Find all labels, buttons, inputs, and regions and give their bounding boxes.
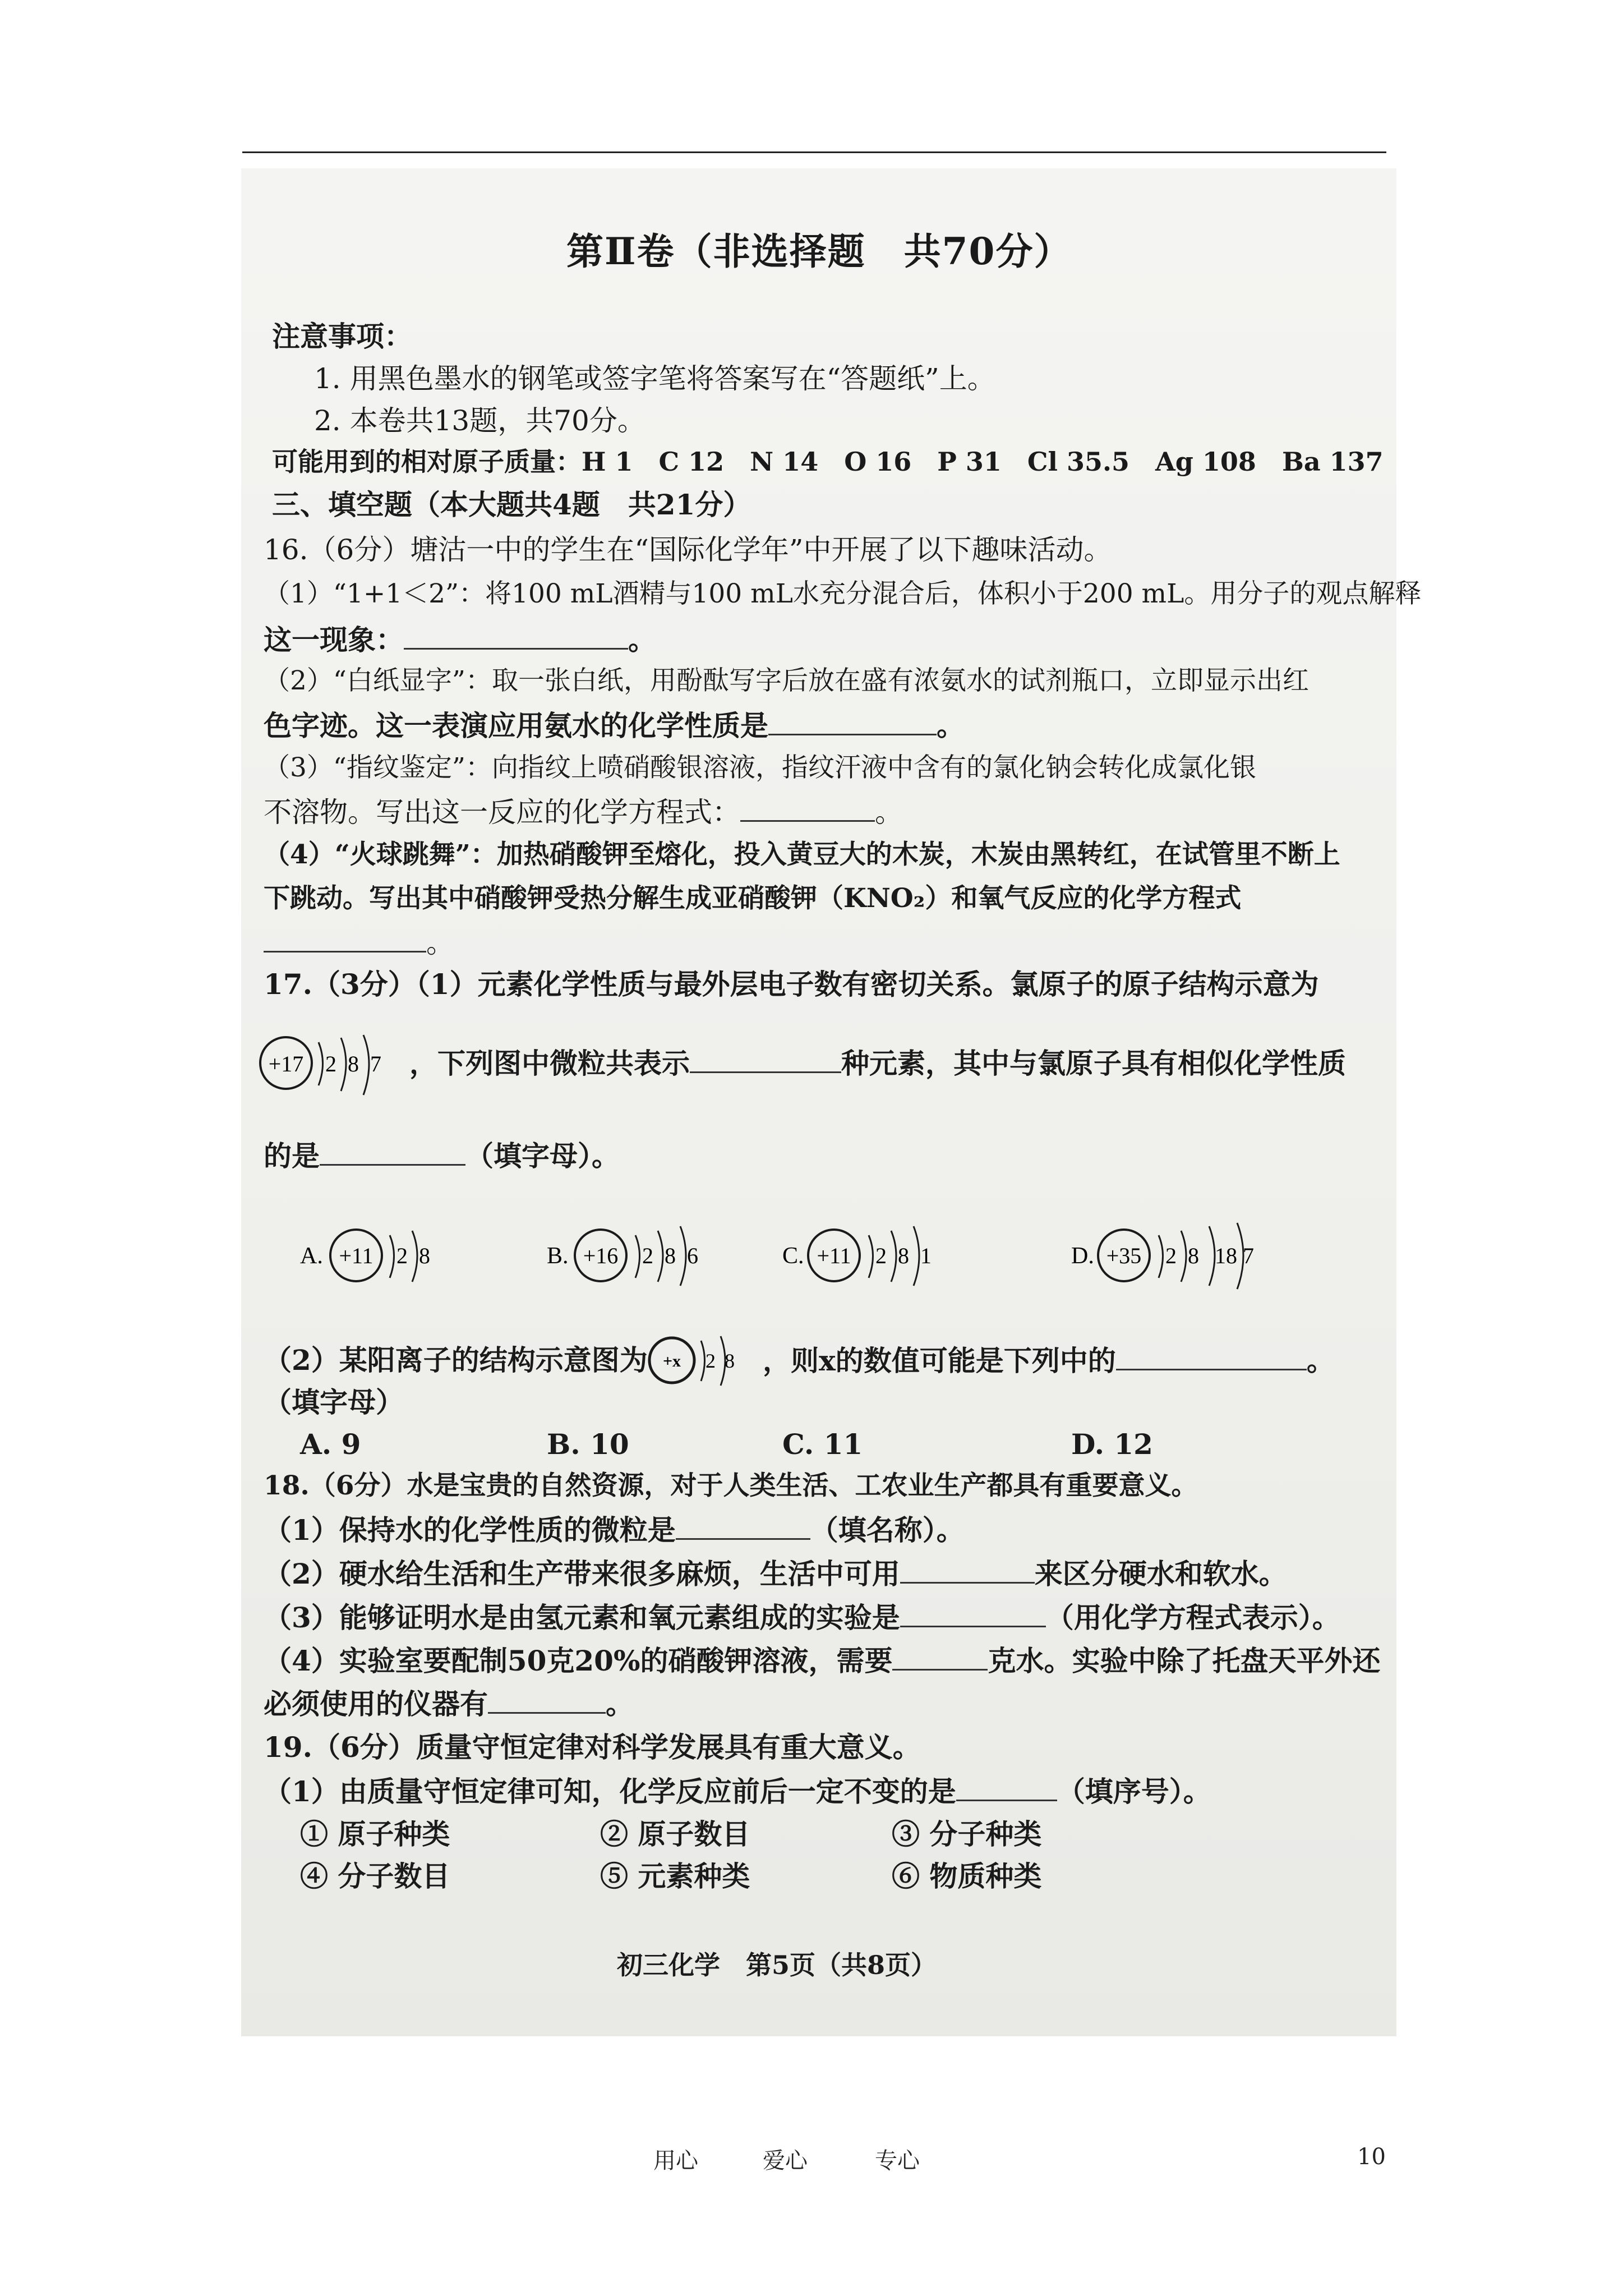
option-d-shell-3: 18 [1215, 1243, 1237, 1268]
q18-part4-instruments: 必须使用的仪器有 [264, 1687, 488, 1720]
q16-part2-line2 [264, 711, 965, 740]
chlorine-shell-1: 2 [325, 1051, 336, 1076]
q18-part1-prompt: （1）保持水的化学性质的微粒是 [264, 1513, 676, 1547]
option-d-shell-1: 2 [1165, 1243, 1177, 1268]
option-d-shell-4: 7 [1243, 1243, 1254, 1268]
option-b-diagram[interactable] [547, 1223, 737, 1292]
option-d-label: D. [1071, 1243, 1094, 1269]
q17-period: 。 [1306, 1344, 1335, 1377]
q17-answer-blank-2[interactable] [320, 1142, 465, 1166]
q16-part1-line2 [264, 625, 656, 654]
q16-part3-line2 [264, 796, 903, 829]
q19-part1 [264, 1777, 1211, 1806]
option-c-shell-3: 1 [920, 1243, 932, 1268]
q17-stem: 17.（3分）（1）元素化学性质与最外层电子数有密切关系。氯原子的原子结构示意为 [264, 968, 1319, 1001]
q17-answer-blank-1[interactable] [690, 1049, 841, 1073]
part3-heading: 三、填空题（本大题共4题 共21分） [272, 488, 751, 521]
cation-shell-2: 8 [725, 1350, 735, 1372]
q18-period: 。 [606, 1687, 634, 1720]
q19-answer-blank-1[interactable] [956, 1777, 1057, 1801]
q19-part1-prompt: （1）由质量守恒定律可知，化学反应前后一定不变的是 [264, 1775, 956, 1808]
notes-heading: 注意事项： [272, 320, 412, 353]
option-b-shell-3: 6 [687, 1243, 698, 1268]
q16-answer-blank-2[interactable] [768, 711, 937, 735]
q18-part4-line2 [264, 1687, 634, 1720]
q17-answer-blank-3[interactable] [1116, 1346, 1307, 1370]
note-item-2: 2. 本卷共13题，共70分。 [314, 404, 645, 437]
cation-diagram [645, 1329, 757, 1393]
header-rule [242, 151, 1386, 153]
q19-stem: 19.（6分）质量守恒定律对科学发展具有重大意义。 [264, 1731, 921, 1764]
q18-part2-rest: 来区分硬水和软水。 [1034, 1557, 1287, 1590]
option-b-nucleus: +16 [583, 1243, 619, 1268]
q16-period-3: 。 [875, 796, 903, 829]
option-c-diagram[interactable] [782, 1223, 973, 1292]
page-label: 初三化学 第5页（共8页） [617, 1950, 937, 1980]
option-a-shell-1: 2 [396, 1243, 408, 1268]
q16-answer-blank-3[interactable] [740, 798, 875, 822]
q17-line2 [409, 1049, 1346, 1078]
chlorine-shell-3: 7 [370, 1051, 381, 1076]
q19-option-6[interactable]: ⑥ 物质种类 [892, 1860, 1042, 1893]
q17-line3-rest: （填字母）。 [465, 1139, 620, 1172]
q19-option-3[interactable]: ③ 分子种类 [892, 1818, 1042, 1851]
option-a-nucleus: +11 [339, 1243, 374, 1268]
q17-part2-note: （填字母） [264, 1386, 404, 1419]
q16-part3-line1: （3）“指纹鉴定”：向指纹上喷硝酸银溶液，指纹汗液中含有的氯化钠会转化成氯化银 [264, 752, 1256, 783]
q18-part2 [264, 1559, 1287, 1588]
cation-nucleus: +x [662, 1352, 681, 1370]
q17-line3-prompt: 的是 [264, 1139, 320, 1172]
q19-option-5[interactable]: ⑤ 元素种类 [600, 1860, 750, 1893]
note-item-1: 1. 用黑色墨水的钢笔或签字笔将答案写在“答题纸”上。 [314, 362, 995, 395]
q16-part2-prompt: 色字迹。这一表演应用氨水的化学性质是 [264, 709, 768, 742]
option-a-label: A. [300, 1243, 323, 1269]
option-d-shell-2: 8 [1188, 1243, 1199, 1268]
q17-line3 [264, 1139, 620, 1172]
atomic-masses: 可能用到的相对原子质量：H 1 C 12 N 14 O 16 P 31 Cl 35.5 Ag 108 Ba 137 [272, 447, 1384, 477]
option-c-nucleus: +11 [817, 1243, 851, 1268]
q18-stem: 18.（6分）水是宝贵的自然资源，对于人类生活、工农业生产都具有重要意义。 [264, 1470, 1198, 1501]
q18-answer-blank-5[interactable] [488, 1690, 606, 1714]
q18-part4-rest: 克水。实验中除了托盘天平外还 [988, 1644, 1381, 1677]
chlorine-atom-diagram [257, 1032, 403, 1102]
option-c-shell-2: 8 [898, 1243, 909, 1268]
q17-line2-rest: 种元素，其中与氯原子具有相似化学性质 [841, 1047, 1346, 1080]
q18-part1-rest: （填名称）。 [810, 1513, 965, 1547]
cation-shell-1: 2 [706, 1350, 716, 1372]
q19-part1-rest: （填序号）。 [1057, 1775, 1211, 1808]
q18-answer-blank-2[interactable] [900, 1559, 1035, 1584]
q17-choice-c[interactable]: C. 11 [782, 1428, 863, 1461]
option-a-diagram[interactable] [300, 1223, 468, 1292]
q17-choice-d[interactable]: D. 12 [1071, 1428, 1153, 1461]
q17-choice-b[interactable]: B. 10 [547, 1428, 629, 1461]
page-number: 10 [1357, 2144, 1386, 2170]
q17-choice-a[interactable]: A. 9 [300, 1428, 361, 1461]
option-d-nucleus: +35 [1106, 1243, 1142, 1268]
q19-option-2[interactable]: ② 原子数目 [600, 1818, 750, 1851]
q18-part4-prompt: （4）实验室要配制50克20%的硝酸钾溶液，需要 [264, 1644, 893, 1677]
q18-part2-prompt: （2）硬水给生活和生产带来很多麻烦，生活中可用 [264, 1557, 900, 1590]
option-a-shell-2: 8 [419, 1243, 430, 1268]
chlorine-nucleus: +17 [268, 1051, 304, 1076]
q16-part4-line1: （4）“火球跳舞”：加热硝酸钾至熔化，投入黄豆大的木炭，木炭由黑转红，在试管里不断上 [264, 839, 1340, 870]
q16-period-1: 。 [628, 623, 656, 656]
q16-stem: 16.（6分）塘沽一中的学生在“国际化学年”中开展了以下趣味活动。 [264, 533, 1112, 566]
chlorine-shell-2: 8 [348, 1051, 359, 1076]
q17-part2-question: ，则x的数值可能是下列中的 [763, 1344, 1116, 1377]
option-c-shell-1: 2 [875, 1243, 887, 1268]
q16-part4-line3 [264, 928, 454, 957]
q18-answer-blank-3[interactable] [900, 1603, 1046, 1627]
q16-part3-prompt: 不溶物。写出这一反应的化学方程式： [264, 796, 740, 829]
q19-option-1[interactable]: ① 原子种类 [300, 1818, 450, 1851]
q16-part1-prompt: 这一现象： [264, 623, 404, 656]
q16-period-2: 。 [937, 709, 965, 742]
section-title: 第Ⅱ卷（非选择题 共70分） [566, 229, 1072, 273]
q16-answer-blank-4[interactable] [264, 928, 426, 953]
q16-part1-line1: （1）“1+1＜2”：将100 mL酒精与100 mL水充分混合后，体积小于200 mL。用分子的观点解释 [264, 578, 1422, 609]
q18-part3-prompt: （3）能够证明水是由氢元素和氧元素组成的实验是 [264, 1601, 900, 1634]
option-b-label: B. [547, 1243, 569, 1269]
option-b-shell-1: 2 [642, 1243, 653, 1268]
footer-word-1: 用心 [653, 2148, 698, 2174]
q16-period-4: 。 [426, 927, 454, 959]
option-c-label: C. [782, 1243, 804, 1269]
option-b-shell-2: 8 [665, 1243, 676, 1268]
q18-answer-blank-1[interactable] [676, 1516, 810, 1540]
q16-part4-line2: 下跳动。写出其中硝酸钾受热分解生成亚硝酸钾（KNO₂）和氧气反应的化学方程式 [264, 883, 1242, 914]
q19-option-4[interactable]: ④ 分子数目 [300, 1860, 450, 1893]
q18-part3 [264, 1603, 1340, 1632]
q16-part2-line1: （2）“白纸显字”：取一张白纸，用酚酞写字后放在盛有浓氨水的试剂瓶口，立即显示出红 [264, 665, 1309, 696]
q18-answer-blank-4[interactable] [892, 1646, 988, 1671]
footer-word-2: 爱心 [763, 2148, 808, 2174]
q17-part2-rest [763, 1346, 1335, 1375]
option-d-diagram[interactable] [1071, 1223, 1307, 1292]
q16-answer-blank-1[interactable] [404, 625, 628, 650]
q18-part3-rest: （用化学方程式表示）。 [1045, 1601, 1340, 1634]
q18-part4-line1 [264, 1646, 1380, 1675]
q18-part1 [264, 1513, 965, 1547]
q17-part2-prompt: （2）某阳离子的结构示意图为 [264, 1343, 648, 1377]
footer-word-3: 专心 [875, 2148, 920, 2174]
q17-line2-prompt: ，下列图中微粒共表示 [409, 1047, 690, 1080]
